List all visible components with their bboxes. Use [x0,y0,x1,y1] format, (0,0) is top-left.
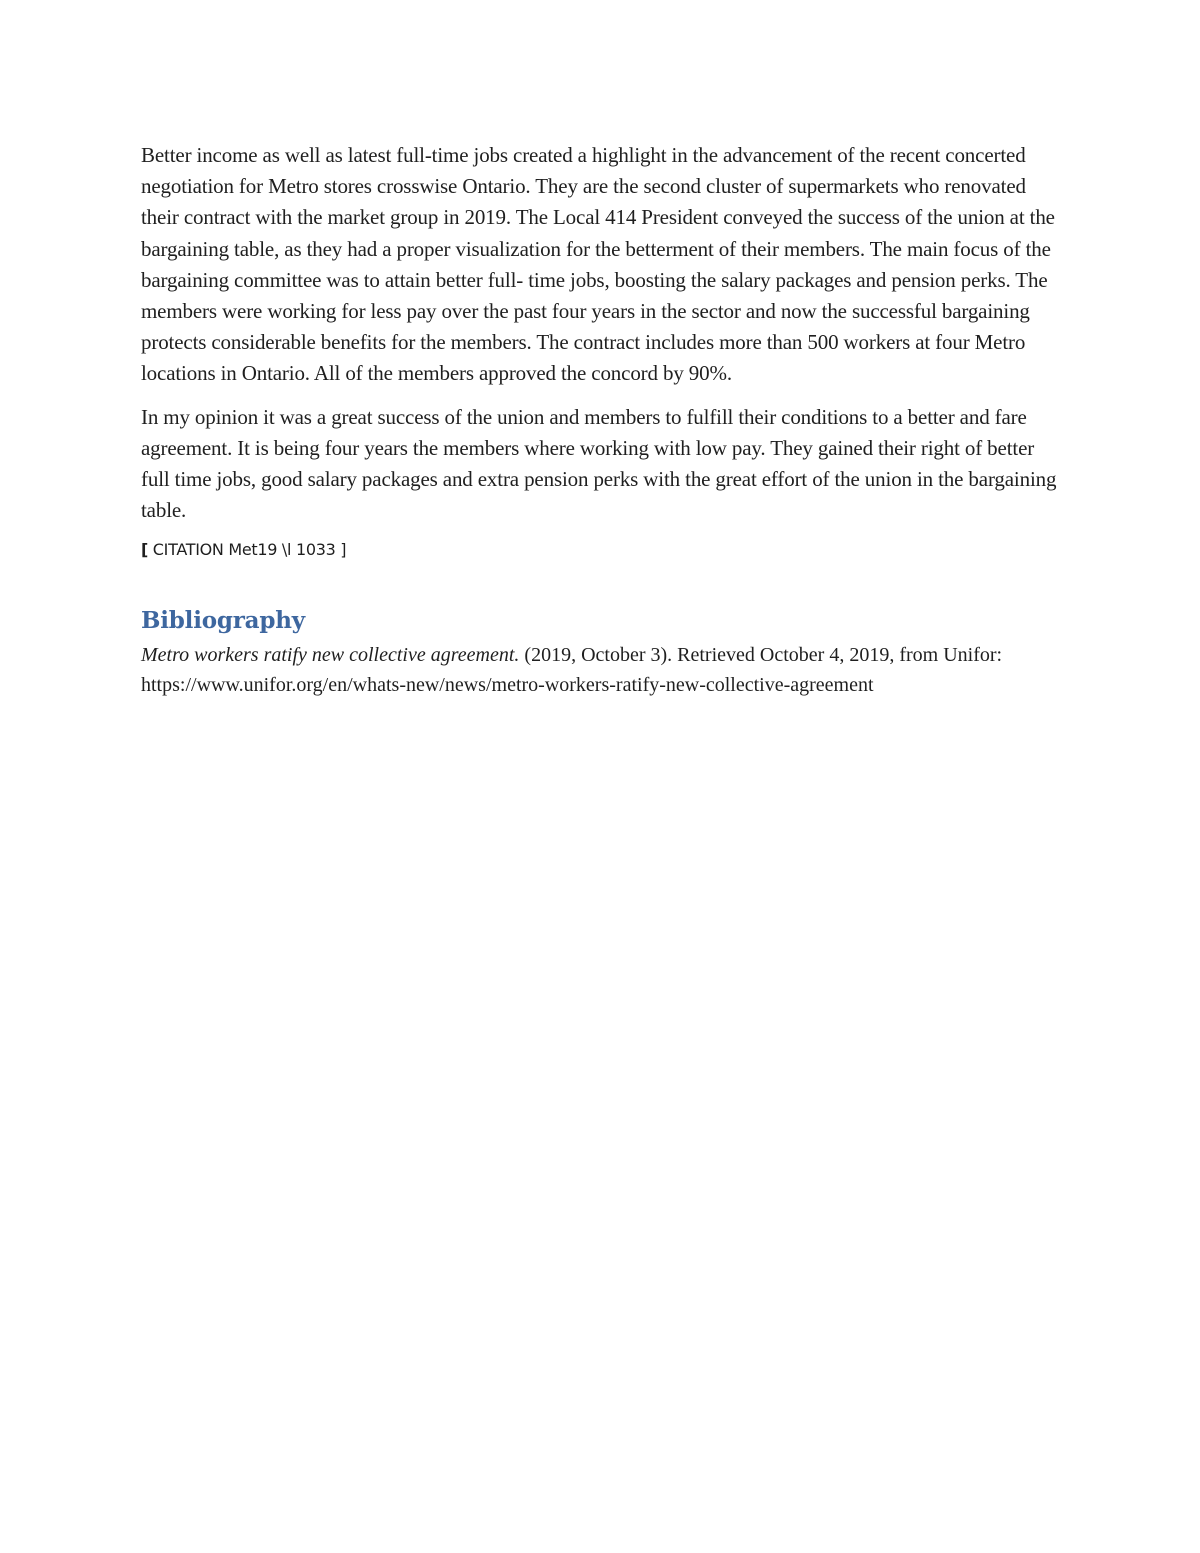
body-paragraph-2: In my opinion it was a great success of the union and members to fulfill their conditions to a better and fare agreement. It is being four years the members where working with low pay. They gained their right of better full time jobs, good salary packages and extra pension perks with the great effort of the union in the bargaining table. [141,404,1057,523]
citation-close-bracket: ] [340,540,347,560]
citation-text: CITATION Met19 \l 1033 [148,540,341,560]
bibliography-heading: Bibliography [141,607,305,635]
bibliography-entry [141,640,1066,700]
citation-open-bracket: [ [141,540,149,560]
bibliography-entry-details: (2019, October 3). Retrieved October 4, 2019, from Unifor: https://www.unifor.org/en/whats-new/news/metro-workers-ratify-new-collective-agreement [141,644,1003,697]
document-content [141,140,1066,700]
citation-field [141,538,1066,562]
body-paragraph-1: Better income as well as latest full-time jobs created a highlight in the advancement of the recent concerted negotiation for Metro stores crosswise Ontario. They are the second cluster of supermarkets who renovated their contract with the market group in 2019. The Local 414 President conveyed the success of the union at the bargaining table, as they had a proper visualization for the betterment of their members. The main focus of the bargaining committee was to attain better full- time jobs, boosting the salary packages and pension perks. The members were working for less pay over the past four years in the sector and now the successful bargaining protects considerable benefits for the members. The contract includes more than 500 workers at four Metro locations in Ontario. All of the members approved the concord by 90%. [141,143,1055,386]
bibliography-entry-title: Metro workers ratify new collective agreement. [141,644,520,667]
